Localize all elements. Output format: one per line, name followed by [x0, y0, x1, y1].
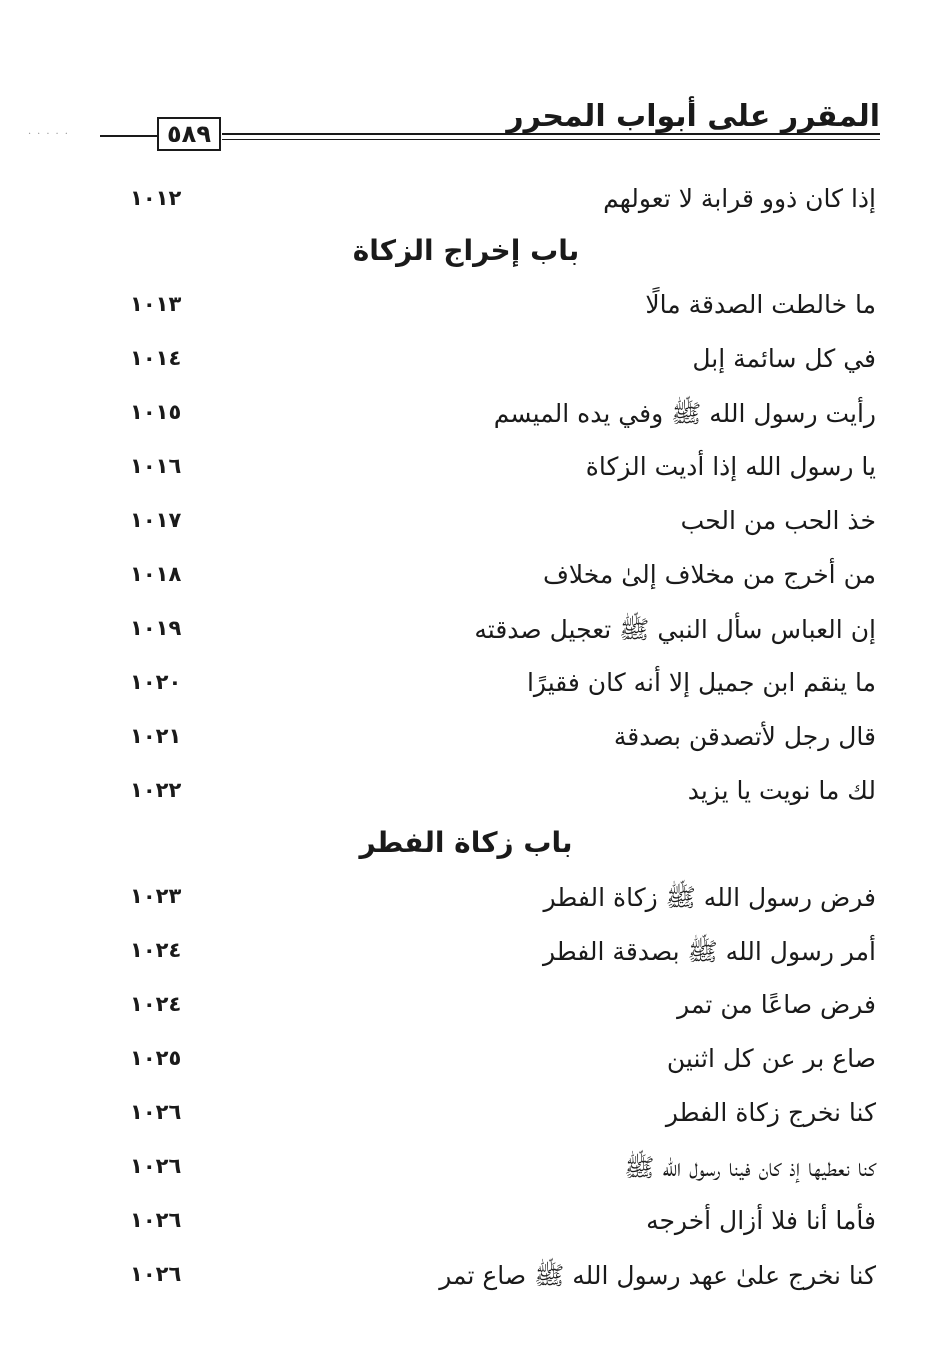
- entry-text: ما خالطت الصدقة مالًا: [645, 290, 876, 319]
- entry-text: إذا كان ذوو قرابة لا تعولهم: [603, 184, 876, 213]
- entry-text: رأيت رسول الله ﷺ وفي يده الميسم: [493, 399, 876, 428]
- list-item: [0, 722, 932, 766]
- entry-page: ١٠١٨: [130, 562, 182, 586]
- entry-page: ١٠٢٢: [130, 778, 182, 802]
- entry-page: ١٠٢١: [130, 724, 182, 748]
- list-item: [0, 936, 932, 980]
- entry-text: صاع بر عن كل اثنين: [666, 1044, 876, 1073]
- entry-page: ١٠١٣: [130, 292, 182, 316]
- list-item: [0, 668, 932, 712]
- list-item: [0, 614, 932, 658]
- entry-page: ١٠١٤: [130, 346, 182, 370]
- entry-page: ١٠١٦: [130, 454, 182, 478]
- entry-text: ما ينقم ابن جميل إلا أنه كان فقيرًا: [526, 668, 876, 697]
- entry-text: خذ الحب من الحب: [680, 506, 876, 535]
- list-item: [0, 882, 932, 926]
- list-item: [0, 184, 932, 228]
- entry-page: ١٠٢٦: [130, 1154, 182, 1178]
- entry-page: ١٠٢٦: [130, 1208, 182, 1232]
- list-item: [0, 1152, 932, 1196]
- page-number: ٥٨٩: [157, 117, 221, 151]
- section-heading: باب إخراج الزكاة: [352, 234, 580, 267]
- section-heading: باب زكاة الفطر: [359, 826, 573, 859]
- entry-text: في كل سائمة إبل: [692, 344, 876, 373]
- entry-text: كنا نعطيها إذ كان فينا رسول الله ﷺ: [624, 1153, 876, 1182]
- entry-page: ١٠٢٠: [130, 670, 182, 694]
- list-item: [0, 506, 932, 550]
- entry-text: قال رجل لأتصدقن بصدقة: [613, 722, 876, 751]
- list-item: [0, 344, 932, 388]
- entry-page: ١٠١٧: [130, 508, 182, 532]
- header-left-rule: [100, 135, 158, 137]
- entry-text: فرض صاعًا من تمر: [677, 990, 876, 1019]
- list-item: [0, 560, 932, 604]
- list-item: [0, 1206, 932, 1250]
- list-item: [0, 776, 932, 820]
- entry-page: ١٠٢٥: [130, 1046, 182, 1070]
- entry-text: من أخرج من مخلاف إلىٰ مخلاف: [542, 560, 876, 589]
- entry-text: لك ما نويت يا يزيد: [687, 776, 876, 805]
- header-rule-thin: [222, 139, 880, 140]
- list-item: [0, 990, 932, 1034]
- list-item: [0, 1260, 932, 1304]
- entry-text: فأما أنا فلا أزال أخرجه: [646, 1206, 876, 1235]
- entry-page: ١٠١٢: [130, 186, 182, 210]
- entry-page: ١٠٢٤: [130, 992, 182, 1016]
- entry-text: يا رسول الله إذا أديت الزكاة: [585, 452, 876, 481]
- entry-page: ١٠١٩: [130, 616, 182, 640]
- entry-page: ١٠٢٣: [130, 884, 182, 908]
- entry-page: ١٠٢٦: [130, 1100, 182, 1124]
- entry-text: فرض رسول الله ﷺ زكاة الفطر: [543, 883, 876, 912]
- entry-text: كنا نخرج علىٰ عهد رسول الله ﷺ صاع تمر: [439, 1261, 876, 1290]
- list-item: [0, 398, 932, 442]
- list-item: [0, 1098, 932, 1142]
- book-title: المقرر على أبواب المحرر: [506, 99, 880, 134]
- entry-text: إن العباس سأل النبي ﷺ تعجيل صدقته: [474, 615, 876, 644]
- list-item: [0, 290, 932, 334]
- decorative-dots: ·····: [28, 129, 74, 140]
- entry-text: أمر رسول الله ﷺ بصدقة الفطر: [542, 937, 876, 966]
- entry-text: كنا نخرج زكاة الفطر: [665, 1098, 876, 1127]
- list-item: [0, 1044, 932, 1088]
- list-item: [0, 452, 932, 496]
- entry-page: ١٠٢٦: [130, 1262, 182, 1286]
- entry-page: ١٠٢٤: [130, 938, 182, 962]
- running-header: [0, 95, 932, 155]
- entry-page: ١٠١٥: [130, 400, 182, 424]
